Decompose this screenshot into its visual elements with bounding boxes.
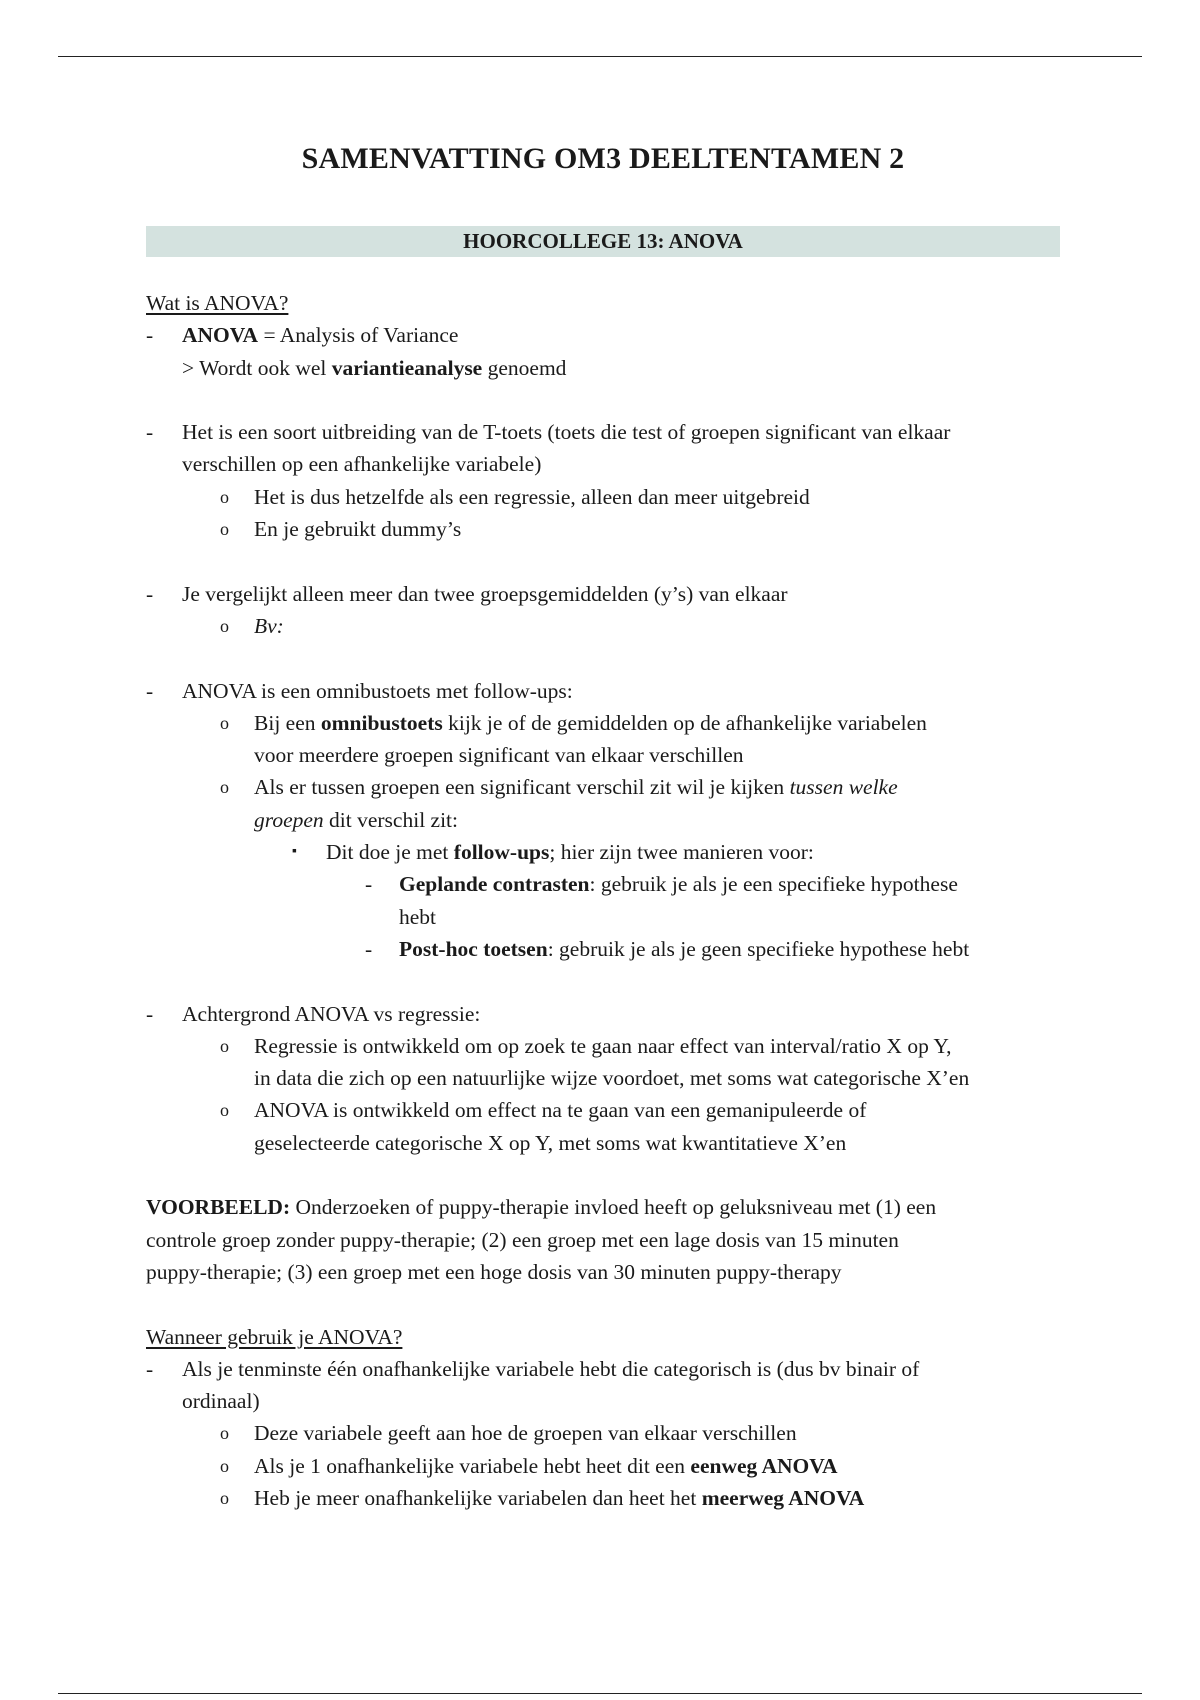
circle-marker: o <box>220 1455 229 1476</box>
example-paragraph-line-3: puppy-therapie; (3) een groep met een hoge dosis van 30 minuten puppy-therapy <box>146 1259 842 1284</box>
sub-bullet-groups-differ: o Deze variabele geeft aan hoe de groepen van elkaar verschillen <box>146 1417 1060 1449</box>
circle-marker: o <box>220 519 229 540</box>
circle-marker: o <box>220 486 229 507</box>
sub-bullet-omnibus-test: o Bij een omnibustoets kijk je of de gemiddelden op de afhankelijke variabelen <box>146 707 1060 739</box>
sub-bullet-dummies: o En je gebruikt dummy’s <box>146 513 1060 545</box>
bullet-anova-definition-sub: > Wordt ook wel variantieanalyse genoemd <box>182 355 567 380</box>
circle-marker: o <box>220 615 229 636</box>
dash-marker: - <box>146 581 154 606</box>
square-marker: ▪ <box>292 844 297 860</box>
example-paragraph-line-1: VOORBEELD: Onderzoeken of puppy-therapie invloed heeft op geluksniveau met (1) een <box>146 1195 937 1220</box>
sub-bullet-regression-origin: o Regressie is ontwikkeld om op zoek te gaan naar effect van interval/ratio X op Y, <box>146 1030 1060 1062</box>
sub-bullet-between-groups: o Als er tussen groepen een significant verschil zit wil je kijken tussen welke <box>146 771 1060 803</box>
top-rule <box>58 56 1142 57</box>
example-paragraph-line-2: controle groep zonder puppy-therapie; (2) een groep met een lage dosis van 15 minuten <box>146 1227 899 1252</box>
dash-bullet-post-hoc: - Post-hoc toetsen: gebruik je als je geen specifieke hypothese hebt <box>146 933 1060 965</box>
dash-marker: - <box>146 1001 154 1026</box>
dash-marker: - <box>365 936 373 961</box>
dash-bullet-planned-contrasts: - Geplande contrasten: gebruik je als je een specifieke hypothese <box>146 868 1060 900</box>
sub-bullet-regression-origin-cont: in data die zich op een natuurlijke wijze voordoet, met soms wat categorische X’en <box>254 1066 970 1091</box>
section-heading-what-is-anova: Wat is ANOVA? <box>146 291 289 315</box>
sub-bullet-anova-origin: o ANOVA is ontwikkeld om effect na te gaan van een gemanipuleerde of <box>146 1094 1060 1126</box>
circle-marker: o <box>220 1487 229 1508</box>
circle-marker: o <box>220 712 229 733</box>
bottom-rule <box>58 1693 1142 1694</box>
sub-bullet-anova-origin-cont: geselecteerde categorische X op Y, met soms wat kwantitatieve X’en <box>254 1130 847 1155</box>
bullet-categorical-iv: - Als je tenminste één onafhankelijke variabele hebt die categorisch is (dus bv binair of <box>146 1353 1060 1385</box>
bullet-t-test-extension: - Het is een soort uitbreiding van de T-toets (toets die test of groepen significant van elkaar <box>146 416 1060 448</box>
sub-bullet-regression: o Het is dus hetzelfde als een regressie, alleen dan meer uitgebreid <box>146 481 1060 513</box>
bullet-omnibus: - ANOVA is een omnibustoets met follow-ups: <box>146 675 1060 707</box>
dash-marker: - <box>146 420 154 445</box>
bullet-compare-means: - Je vergelijkt alleen meer dan twee groepsgemiddelden (y’s) van elkaar <box>146 578 1060 610</box>
bullet-categorical-iv-cont: ordinaal) <box>182 1389 260 1414</box>
section-banner: HOORCOLLEGE 13: ANOVA <box>146 226 1060 257</box>
circle-marker: o <box>220 777 229 798</box>
dash-bullet-planned-contrasts-cont: hebt <box>399 904 437 929</box>
square-bullet-follow-ups: ▪ Dit doe je met follow-ups; hier zijn twee manieren voor: <box>146 836 1060 868</box>
sub-bullet-example: o Bv: <box>146 610 1060 642</box>
sub-bullet-one-way: o Als je 1 onafhankelijke variabele hebt heet dit een eenweg ANOVA <box>146 1450 1060 1482</box>
bullet-t-test-extension-cont: verschillen op een afhankelijke variabele) <box>182 452 542 477</box>
dash-marker: - <box>146 323 154 348</box>
circle-marker: o <box>220 1100 229 1121</box>
bullet-anova-definition: - ANOVA = Analysis of Variance <box>146 319 1060 351</box>
sub-bullet-multi-way: o Heb je meer onafhankelijke variabelen dan heet het meerweg ANOVA <box>146 1482 1060 1514</box>
bullet-background: - Achtergrond ANOVA vs regressie: <box>146 998 1060 1030</box>
dash-marker: - <box>146 1356 154 1381</box>
circle-marker: o <box>220 1035 229 1056</box>
document-title: SAMENVATTING OM3 DEELTENTAMEN 2 <box>301 142 905 175</box>
sub-bullet-between-groups-cont: groepen dit verschil zit: <box>254 807 458 832</box>
dash-marker: - <box>365 872 373 897</box>
section-heading-when-anova: Wanneer gebruik je ANOVA? <box>146 1324 403 1349</box>
sub-bullet-omnibus-test-cont: voor meerdere groepen significant van elkaar verschillen <box>254 743 744 768</box>
dash-marker: - <box>146 678 154 703</box>
circle-marker: o <box>220 1423 229 1444</box>
document-body <box>146 287 1060 1514</box>
